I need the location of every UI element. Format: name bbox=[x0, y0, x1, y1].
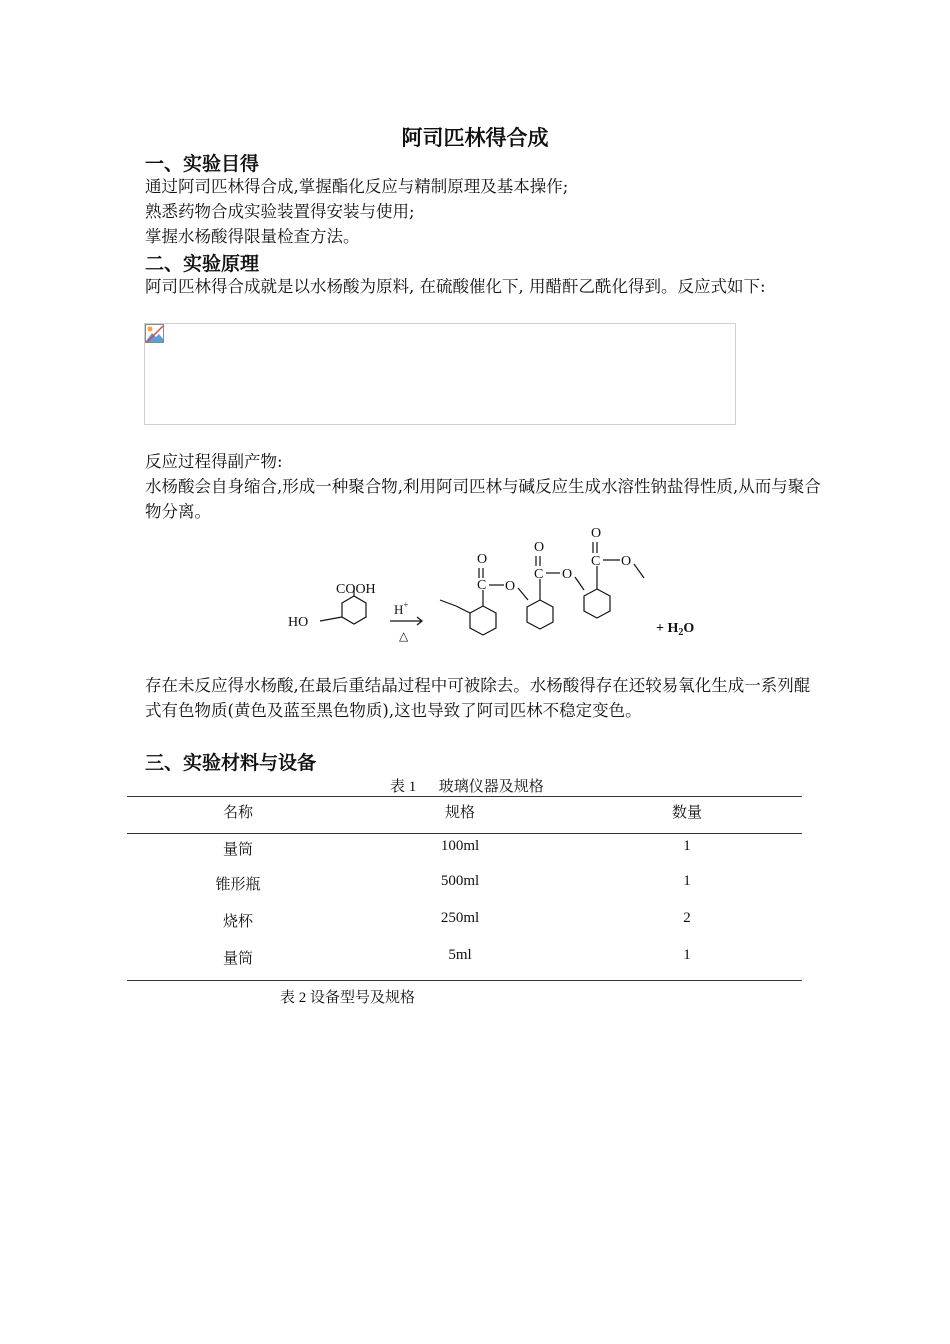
table1-top-rule bbox=[127, 796, 802, 797]
oxygen-ester-b: O bbox=[562, 567, 573, 582]
table1-row3-spec: 250ml bbox=[440, 910, 480, 926]
objective-line-3: 掌握水杨酸得限量检查方法。 bbox=[145, 227, 360, 246]
broken-image-icon bbox=[145, 324, 164, 343]
byproduct-label: 反应过程得副产物: bbox=[145, 452, 283, 471]
table1-header-name: 名称 bbox=[222, 805, 253, 821]
oxygen-ester-c: O bbox=[621, 554, 632, 569]
table1-row3-qty: 2 bbox=[683, 910, 691, 926]
objective-line-2: 熟悉药物合成实验装置得安装与使用; bbox=[145, 202, 415, 221]
table1-caption: 表 1 玻璃仪器及规格 bbox=[390, 779, 544, 795]
polymer-reaction-scheme bbox=[280, 518, 720, 648]
reaction-image-placeholder bbox=[144, 323, 736, 425]
ho-label: HO bbox=[288, 615, 309, 630]
table2-caption: 表 2 设备型号及规格 bbox=[280, 990, 416, 1006]
table1-header-qty: 数量 bbox=[671, 805, 702, 821]
table1-row4-spec: 5ml bbox=[448, 947, 472, 963]
table1-row1-qty: 1 bbox=[683, 838, 691, 854]
table1-row3-name: 烧杯 bbox=[222, 914, 253, 930]
principle-intro: 阿司匹林得合成就是以水杨酸为原料, 在硫酸催化下, 用醋酐乙酰化得到。反应式如下: bbox=[145, 277, 766, 296]
oxygen-label-b: O bbox=[534, 540, 545, 555]
byproduct-text: 水杨酸会自身缩合,形成一种聚合物,利用阿司匹林与碱反应生成水溶性钠盐得性质,从而与聚合物分离。 bbox=[145, 477, 821, 521]
table1-row4-qty: 1 bbox=[683, 947, 691, 963]
page-title: 阿司匹林得合成 bbox=[401, 126, 549, 150]
table1-row2-qty: 1 bbox=[683, 873, 691, 889]
table1-bottom-rule bbox=[127, 980, 802, 981]
section-heading-principle: 二、实验原理 bbox=[145, 253, 260, 275]
table1-row2-name: 锥形瓶 bbox=[215, 877, 261, 893]
oxygen-ester-a: O bbox=[505, 579, 516, 594]
carbon-label-a: C bbox=[477, 578, 487, 593]
cooh-label: COOH bbox=[336, 582, 376, 597]
table1-header-rule bbox=[127, 833, 802, 834]
water-label: + $H_2O$ bbox=[656, 621, 695, 638]
table1-row1-spec: 100ml bbox=[440, 838, 480, 854]
table1-row1-name: 量筒 bbox=[222, 842, 253, 858]
table1-header-spec: 规格 bbox=[444, 805, 475, 821]
catalyst-label: H+ bbox=[394, 600, 409, 617]
oxygen-label-c: O bbox=[591, 526, 602, 541]
section-heading-materials: 三、实验材料与设备 bbox=[145, 752, 317, 774]
carbon-label-c: C bbox=[591, 554, 601, 569]
oxygen-label-a: O bbox=[477, 552, 488, 567]
objective-line-1: 通过阿司匹林得合成,掌握酯化反应与精制原理及基本操作; bbox=[145, 177, 569, 196]
table1-row2-spec: 500ml bbox=[440, 873, 480, 889]
closing-paragraph: 存在未反应得水杨酸,在最后重结晶过程中可被除去。水杨酸得存在还较易氧化生成一系列醌式有色物质(黄色及蓝至黑色物质),这也导致了阿司匹林不稳定变色。 bbox=[145, 676, 811, 720]
table1-row4-name: 量筒 bbox=[222, 951, 253, 967]
carbon-label-b: C bbox=[534, 567, 544, 582]
heat-symbol: △ bbox=[399, 629, 409, 643]
section-heading-objectives: 一、实验目得 bbox=[145, 153, 260, 175]
